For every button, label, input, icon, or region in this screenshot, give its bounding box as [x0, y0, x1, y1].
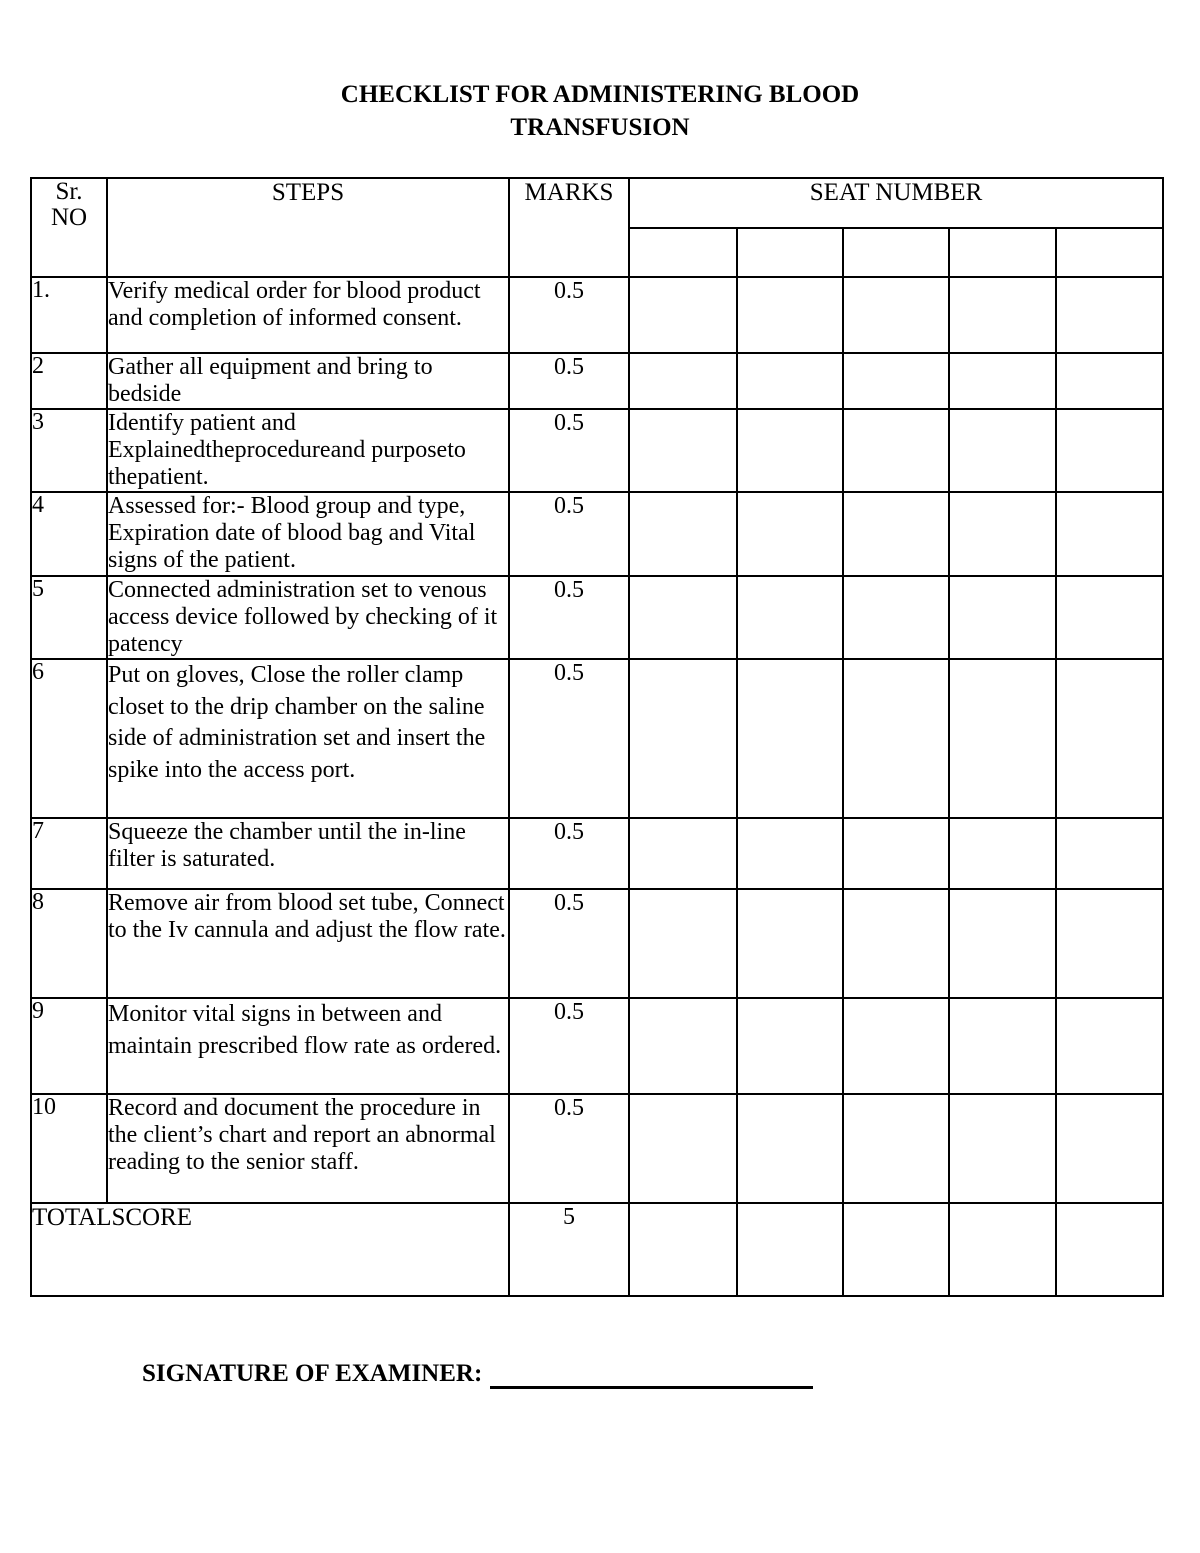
row-number: 3 [31, 409, 107, 492]
seat-score-cell[interactable] [737, 353, 843, 409]
seat-total-cell[interactable] [1056, 1203, 1163, 1296]
seat-score-cell[interactable] [843, 818, 949, 889]
step-marks: 0.5 [509, 1094, 629, 1203]
header-steps: STEPS [107, 178, 509, 277]
table-row [31, 998, 1163, 1094]
header-sr-no [31, 178, 107, 277]
seat-score-cell[interactable] [737, 576, 843, 659]
seat-score-cell[interactable] [737, 818, 843, 889]
step-text: Remove air from blood set tube, Connect to the Iv cannula and adjust the flow rate. [107, 889, 509, 998]
seat-score-cell[interactable] [949, 818, 1056, 889]
seat-score-cell[interactable] [737, 998, 843, 1094]
seat-score-cell[interactable] [1056, 659, 1163, 818]
seat-score-cell[interactable] [629, 889, 737, 998]
row-number: 8 [31, 889, 107, 998]
seat-score-cell[interactable] [843, 576, 949, 659]
seat-score-cell[interactable] [843, 889, 949, 998]
title-line-1: CHECKLIST FOR ADMINISTERING BLOOD [340, 81, 860, 108]
seat-total-cell[interactable] [949, 1203, 1056, 1296]
seat-score-cell[interactable] [843, 1094, 949, 1203]
seat-score-cell[interactable] [737, 889, 843, 998]
row-number: 10 [31, 1094, 107, 1203]
seat-score-cell[interactable] [1056, 353, 1163, 409]
step-text: Connected administration set to venous access device followed by checking of it patency [107, 576, 509, 659]
table-row [31, 576, 1163, 659]
table-row [31, 353, 1163, 409]
seat-score-cell[interactable] [843, 277, 949, 353]
seat-score-cell[interactable] [737, 659, 843, 818]
seat-header-cell [737, 228, 843, 277]
document-title [0, 78, 1200, 144]
seat-score-cell[interactable] [1056, 818, 1163, 889]
seat-header-cell [949, 228, 1056, 277]
step-text: Verify medical order for blood product and completion of informed consent. [107, 277, 509, 353]
row-number: 6 [31, 659, 107, 818]
seat-score-cell[interactable] [629, 277, 737, 353]
header-marks: MARKS [509, 178, 629, 277]
seat-score-cell[interactable] [629, 1094, 737, 1203]
step-marks: 0.5 [509, 889, 629, 998]
seat-score-cell[interactable] [843, 353, 949, 409]
signature-line[interactable] [490, 1358, 813, 1389]
seat-score-cell[interactable] [949, 576, 1056, 659]
signature-label: SIGNATURE OF EXAMINER: [142, 1360, 483, 1387]
seat-total-cell[interactable] [737, 1203, 843, 1296]
seat-score-cell[interactable] [1056, 277, 1163, 353]
step-text: Squeeze the chamber until the in-line filter is saturated. [107, 818, 509, 889]
seat-score-cell[interactable] [949, 998, 1056, 1094]
step-marks: 0.5 [509, 998, 629, 1094]
row-number: 9 [31, 998, 107, 1094]
signature-block [142, 1358, 813, 1389]
step-marks: 0.5 [509, 492, 629, 576]
seat-score-cell[interactable] [1056, 889, 1163, 998]
seat-score-cell[interactable] [737, 409, 843, 492]
seat-score-cell[interactable] [629, 409, 737, 492]
seat-score-cell[interactable] [629, 576, 737, 659]
title-line-2: TRANSFUSION [510, 114, 690, 141]
seat-score-cell[interactable] [629, 818, 737, 889]
step-text: Gather all equipment and bring to bedside [107, 353, 509, 409]
seat-score-cell[interactable] [629, 492, 737, 576]
row-number: 2 [31, 353, 107, 409]
seat-score-cell[interactable] [843, 492, 949, 576]
step-marks: 0.5 [509, 277, 629, 353]
seat-score-cell[interactable] [949, 1094, 1056, 1203]
table-row [31, 659, 1163, 818]
step-text: Assessed for:- Blood group and type, Expiration date of blood bag and Vital signs of the patient. [107, 492, 509, 576]
seat-score-cell[interactable] [949, 409, 1056, 492]
step-marks: 0.5 [509, 818, 629, 889]
seat-score-cell[interactable] [1056, 492, 1163, 576]
step-text: Monitor vital signs in between and maintain prescribed flow rate as ordered. [107, 998, 509, 1094]
seat-header-cell [1056, 228, 1163, 277]
header-sr-no-line1: Sr. [55, 178, 83, 205]
seat-score-cell[interactable] [843, 409, 949, 492]
step-marks: 0.5 [509, 409, 629, 492]
seat-score-cell[interactable] [629, 998, 737, 1094]
total-score-label: TOTALSCORE [31, 1203, 509, 1296]
seat-score-cell[interactable] [949, 492, 1056, 576]
table-row [31, 409, 1163, 492]
step-text: Record and document the procedure in the client’s chart and report an abnormal reading to the senior staff. [107, 1094, 509, 1203]
row-number: 1. [31, 277, 107, 353]
header-seat-number: SEAT NUMBER [629, 178, 1163, 228]
header-sr-no-line2: NO [50, 204, 88, 231]
seat-score-cell[interactable] [737, 277, 843, 353]
seat-header-cell [843, 228, 949, 277]
step-marks: 0.5 [509, 576, 629, 659]
seat-total-cell[interactable] [629, 1203, 737, 1296]
seat-score-cell[interactable] [629, 353, 737, 409]
seat-score-cell[interactable] [843, 659, 949, 818]
table-row [31, 492, 1163, 576]
row-number: 4 [31, 492, 107, 576]
seat-header-cell [629, 228, 737, 277]
seat-score-cell[interactable] [949, 277, 1056, 353]
checklist-table [30, 177, 1164, 1297]
seat-score-cell[interactable] [737, 1094, 843, 1203]
row-number: 7 [31, 818, 107, 889]
seat-score-cell[interactable] [629, 659, 737, 818]
step-text: Identify patient and Explainedtheprocedureand purposeto thepatient. [107, 409, 509, 492]
step-marks: 0.5 [509, 659, 629, 818]
seat-score-cell[interactable] [949, 659, 1056, 818]
seat-score-cell[interactable] [1056, 998, 1163, 1094]
total-score-marks: 5 [509, 1203, 629, 1296]
table-row [31, 277, 1163, 353]
table-row [31, 889, 1163, 998]
seat-score-cell[interactable] [1056, 576, 1163, 659]
seat-score-cell[interactable] [1056, 1094, 1163, 1203]
row-number: 5 [31, 576, 107, 659]
table-row [31, 1094, 1163, 1203]
seat-score-cell[interactable] [737, 492, 843, 576]
seat-score-cell[interactable] [949, 353, 1056, 409]
seat-score-cell[interactable] [843, 998, 949, 1094]
step-text: Put on gloves, Close the roller clamp closet to the drip chamber on the saline side of administration set and insert the spike into the access port. [107, 659, 509, 818]
step-marks: 0.5 [509, 353, 629, 409]
seat-score-cell[interactable] [1056, 409, 1163, 492]
total-row [31, 1203, 1163, 1296]
seat-score-cell[interactable] [949, 889, 1056, 998]
table-row [31, 818, 1163, 889]
seat-total-cell[interactable] [843, 1203, 949, 1296]
